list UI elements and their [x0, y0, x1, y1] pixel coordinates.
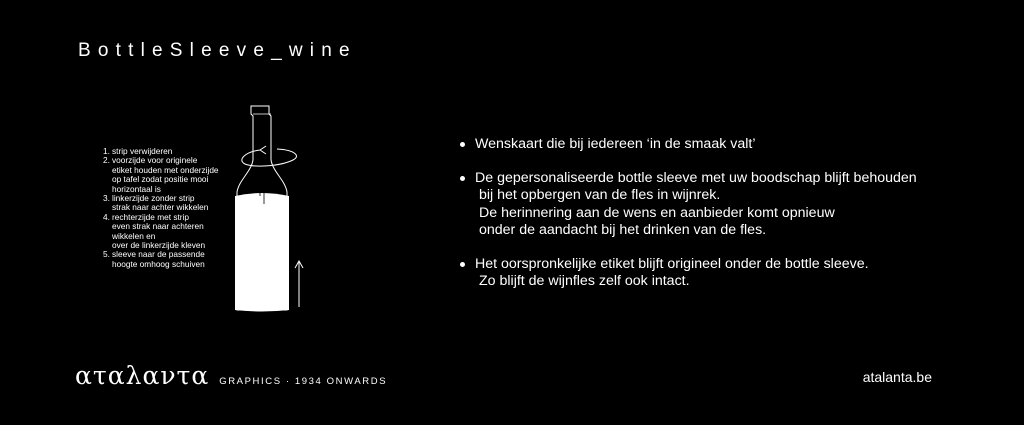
step-text: strip verwijderen	[112, 146, 173, 156]
step-number: 1.	[103, 146, 110, 156]
step-text-cont: etiket houden met onderzijde	[112, 164, 219, 175]
step-text-cont: wikkelen en	[112, 230, 156, 241]
bullet-text: De gepersonaliseerde bottle sleeve met uw boodschap blijft behouden	[475, 169, 917, 186]
bullet-item	[460, 256, 980, 291]
bullet-dot-icon	[460, 142, 465, 147]
page-title: BottleSleeve_wine	[78, 40, 357, 61]
bullet-text: bij het opbergen van de fles in wijnrek.	[479, 187, 721, 204]
step-text-cont: over de linkerzijde kleven	[112, 240, 206, 251]
rotate-arrowhead	[260, 146, 266, 154]
rotate-arrow-icon	[242, 149, 297, 166]
atalanta-logo: αταλαντα	[75, 361, 210, 390]
sleeve-shape	[235, 193, 289, 312]
step-text-cont: even strak naar achteren	[112, 221, 204, 232]
step-number: 4.	[103, 211, 110, 222]
bullet-text: Zo blijft de wijnfles zelf ook intact.	[479, 273, 690, 290]
bullet-item	[460, 136, 980, 153]
brand-tagline: GRAPHICS · 1934 ONWARDS	[219, 376, 388, 387]
bullet-item	[460, 170, 980, 240]
step-text-cont: horizontaal is	[112, 183, 161, 194]
bullet-text: Het oorspronkelijke etiket blijft origineel onder de bottle sleeve.	[475, 256, 869, 273]
bullet-dot-icon	[460, 262, 465, 267]
step-text-cont: op tafel zodat positie mooi	[112, 174, 209, 185]
step-text: sleeve naar de passende	[112, 249, 205, 260]
step-number: 3.	[103, 193, 110, 204]
bottle-sleeve-illustration	[215, 100, 315, 320]
benefits-list	[460, 136, 980, 307]
bullet-text: De herinnering aan de wens en aanbieder komt opnieuw	[479, 204, 835, 221]
step-text-cont: strak naar achter wikkelen	[112, 202, 209, 213]
step-text: rechterzijde met strip	[112, 211, 190, 222]
brand-block	[75, 361, 387, 390]
step-text-cont: hoogte omhoog schuiven	[112, 258, 205, 269]
step-text: linkerzijde zonder strip	[112, 193, 195, 204]
bullet-text: Wenskaart die bij iedereen ‘in de smaak valt’	[475, 136, 756, 152]
website-link[interactable]: atalanta.be	[862, 369, 932, 385]
step-text: voorzijde voor originele	[112, 155, 198, 166]
step-number: 2.	[103, 155, 110, 166]
step-number: 5.	[103, 249, 110, 260]
bullet-text: onder de aandacht bij het drinken van de fles.	[479, 222, 767, 239]
bullet-dot-icon	[460, 176, 465, 181]
